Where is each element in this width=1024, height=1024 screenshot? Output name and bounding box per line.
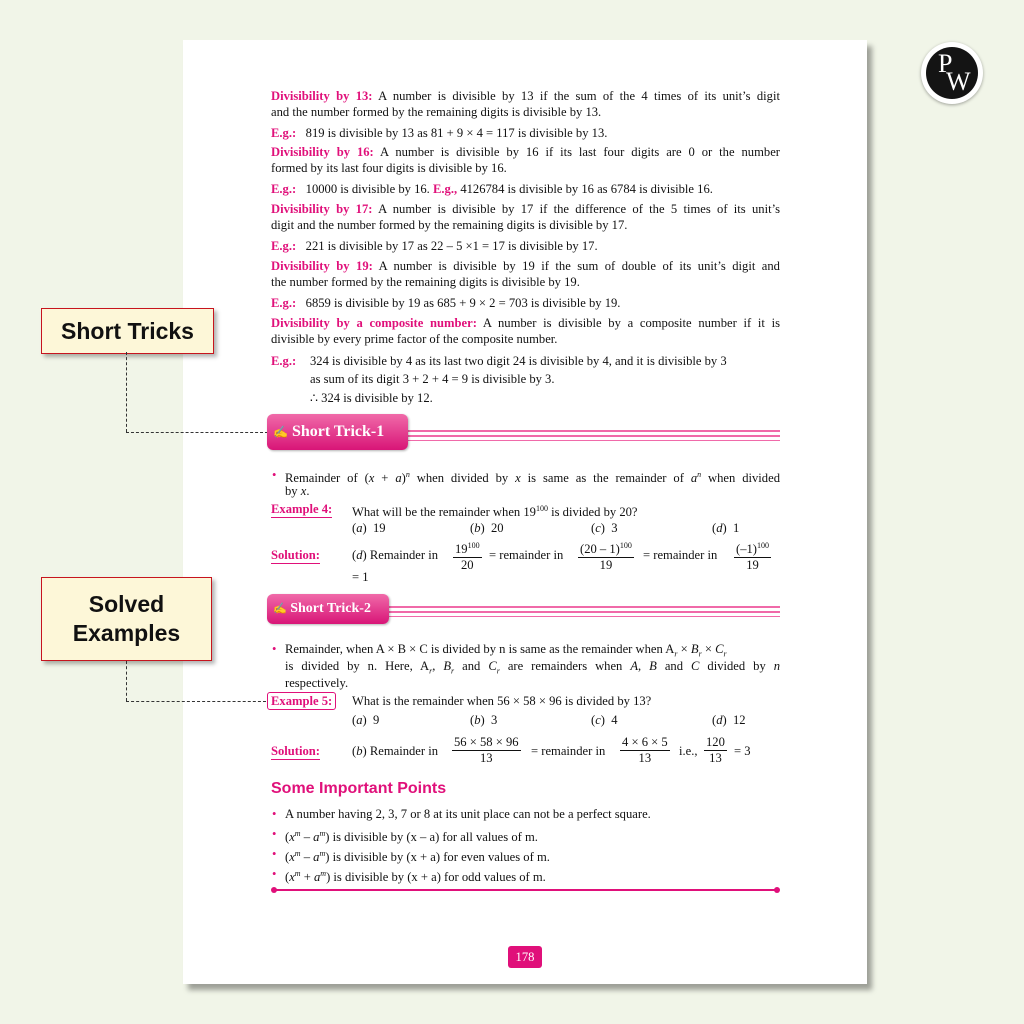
ex4-option-b: (b) 20 — [470, 521, 504, 535]
div16-eg-label: E.g.: — [271, 182, 297, 196]
div17-example — [271, 238, 598, 254]
ex4-fraction-2 — [578, 538, 634, 573]
ex4-question-text: is divided by 20? — [547, 505, 638, 520]
div19-eg-label: E.g.: — [271, 296, 297, 310]
trick2-line-3: respectively. — [285, 676, 349, 690]
callout-solved-label: Solved — [88, 591, 165, 617]
trick1-text: when divided — [701, 471, 780, 486]
trick1-text: Remainder of ( — [285, 471, 369, 486]
point-item-3: $(x^m - a^m)$ is divisible by (x + a) for even values of m. — [285, 849, 550, 865]
option-key: d — [716, 713, 723, 727]
fraction-denominator: 13 — [480, 751, 493, 765]
composite-text-2: divisible by every prime factor of the composite number. — [271, 332, 558, 346]
var-x: x — [368, 471, 375, 486]
option-value: 20 — [491, 521, 504, 535]
example-4-question — [352, 501, 638, 520]
trick1-line-2 — [285, 483, 310, 499]
ex5-solution-end: = 3 — [734, 744, 751, 758]
example-5-label: Example 5: — [267, 692, 336, 710]
fraction-numerator — [734, 538, 771, 558]
composite-eg-line-1: 324 is divisible by 4 as its last two digit 24 is divisible by 4, and it is divisible by 3 — [310, 354, 727, 368]
div13-line-1 — [271, 88, 780, 104]
div16-heading: Divisibility by 16: — [271, 145, 374, 159]
option-key: a — [356, 713, 363, 727]
div16-line-1 — [271, 144, 780, 160]
var-a: a — [395, 471, 402, 486]
example-4-solution-label: Solution: — [271, 548, 320, 562]
trick1-text: is same as the remainder of — [520, 471, 691, 486]
ex4-option-d: (d) 1 — [712, 521, 740, 535]
var-x: x — [515, 471, 521, 486]
trick1-text: when divided by — [409, 471, 516, 486]
option-key: b — [474, 713, 481, 727]
trick2-line-2: is divided by n. Here, $A_r$, $B_r$ and $C_r$ are remainders when A, B and C divided by n — [285, 659, 781, 676]
composite-text-1: A number is divisible by a composite number if it is — [482, 316, 780, 330]
div16-eg-text-b: 4126784 is divisible by 16 as 6784 is divisible 16. — [460, 182, 713, 196]
option-key: c — [595, 713, 601, 727]
rule-end-dot — [774, 887, 780, 893]
div17-heading: Divisibility by 17: — [271, 202, 373, 216]
ex5-option-d: (d) 12 — [712, 713, 746, 727]
ex4-solution-end: = 1 — [352, 570, 369, 584]
option-key: c — [595, 521, 601, 535]
rule-end-dot — [271, 887, 277, 893]
div17-eg-text: 221 is divisible by 17 as 22 – 5 ×1 = 17 is divisible by 17. — [305, 239, 598, 253]
div17-line-1 — [271, 201, 780, 217]
div19-eg-text: 6859 is divisible by 19 as 685 + 9 × 2 = 703 is divisible by 19. — [305, 296, 621, 310]
points-bullet: • — [272, 847, 277, 861]
ex4-solution-mid-1: = remainder in — [489, 548, 564, 562]
div13-text-2: and the number formed by the remaining digits is divisible by 13. — [271, 105, 602, 119]
pw-logo — [921, 42, 983, 104]
short-trick-1-title — [267, 414, 408, 450]
div19-example — [271, 295, 620, 311]
callout-solved-examples — [41, 577, 212, 661]
numerator-exponent: 100 — [756, 541, 769, 550]
fraction-numerator: 56 × 58 × 96 — [454, 735, 519, 749]
composite-heading: Divisibility by a composite number: — [271, 316, 477, 330]
div16-text-2: formed by its last four digits is divisible by 16. — [271, 161, 507, 175]
numerator-base: (–1) — [736, 542, 757, 557]
answer-key: d — [356, 548, 363, 562]
div13-eg-label: E.g.: — [271, 126, 297, 140]
callout-short-tricks — [41, 308, 214, 354]
ex5-solution-mid-1: = remainder in — [531, 744, 606, 758]
ex4-option-a: (a) 19 — [352, 521, 386, 535]
banner-stripe — [387, 440, 780, 441]
option-value: 1 — [733, 521, 740, 535]
trick1-text: + — [374, 471, 396, 486]
div13-text-1: A number is divisible by 13 if the sum of the 4 times of its unit’s digit — [378, 89, 780, 103]
short-trick-2-banner — [267, 594, 780, 624]
connector-vertical-1 — [126, 352, 127, 432]
banner-stripe — [385, 606, 780, 608]
short-trick-2-title — [267, 594, 389, 624]
option-value: 19 — [373, 521, 386, 535]
option-key: d — [716, 521, 723, 535]
short-trick-1-banner — [267, 414, 780, 450]
option-value: 12 — [733, 713, 746, 727]
ex5-solution-start: (b) Remainder in — [352, 744, 439, 758]
div16-example — [271, 181, 713, 197]
composite-eg-conclusion: 324 is divisible by 12. — [321, 391, 433, 405]
example-4-label: Example 4: — [271, 502, 333, 516]
div19-heading: Divisibility by 19: — [271, 259, 373, 273]
div19-line-1 — [271, 258, 780, 274]
point-item-1: A number having 2, 3, 7 or 8 at its unit place can not be a perfect square. — [285, 807, 651, 821]
ex4-solution-start: (d) Remainder in — [352, 548, 439, 562]
point-item-2: $(x^m - a^m)$ is divisible by (x – a) for all values of m. — [285, 829, 538, 845]
subscript-r: r — [674, 649, 678, 659]
trick1-bullet: • — [272, 468, 277, 482]
callout-short-tricks-label: Short Tricks — [61, 318, 194, 344]
composite-eg-line-2: as sum of its digit 3 + 2 + 4 = 9 is divisible by 3. — [310, 372, 555, 386]
connector-horizontal-1 — [126, 432, 268, 433]
pencil-icon: ✍ — [273, 603, 287, 615]
ex5-option-c: (c) 4 — [591, 713, 618, 727]
fraction-denominator: 19 — [746, 558, 759, 573]
points-bullet: • — [272, 827, 277, 841]
trick1-text: by — [285, 484, 301, 498]
pencil-icon: ✍ — [273, 425, 288, 439]
ex5-fraction-3 — [704, 735, 727, 766]
ex4-option-c: (c) 3 — [591, 521, 618, 535]
div19-text-1: A number is divisible by 19 if the sum of double of its unit’s digit and — [378, 259, 780, 273]
div13-eg-text: 819 is divisible by 13 as 81 + 9 × 4 = 117 is divisible by 13. — [305, 126, 608, 140]
banner-stripe — [385, 616, 780, 617]
var-x: x — [300, 484, 307, 498]
callout-examples-label: Examples — [72, 620, 181, 646]
div17-text-2: digit and the number formed by the remaining digits is divisible by 17. — [271, 218, 628, 232]
point-item-4-text: is divisible by (x + a) for odd values of m. — [333, 870, 546, 885]
ex5-fraction-1 — [452, 735, 521, 766]
trick1-line-1 — [285, 467, 780, 486]
option-value: 3 — [611, 521, 618, 535]
div17-text-1: A number is divisible by 17 if the difference of the 5 times of its unit’s — [378, 202, 780, 216]
ex5-option-b: (b) 3 — [470, 713, 498, 727]
div13-heading: Divisibility by 13: — [271, 89, 373, 103]
option-value: 3 — [491, 713, 498, 727]
trick1-text: . — [306, 484, 310, 498]
page-number: 178 — [508, 946, 542, 968]
example-5-solution-label: Solution: — [271, 744, 320, 758]
point-item-3-text: is divisible by (x + a) for even values of m. — [332, 850, 550, 865]
therefore-symbol: ∴ — [310, 391, 319, 405]
points-bullet: • — [272, 807, 277, 821]
pw-logo-badge — [926, 47, 978, 99]
composite-eg-label: E.g.: — [271, 354, 297, 368]
banner-stripe — [387, 435, 780, 437]
ex5-option-a: (a) 9 — [352, 713, 380, 727]
trick2-text-tail: × $B_r \times C_r$ — [680, 642, 727, 659]
ex4-fraction-3 — [734, 538, 771, 573]
fraction-denominator: 13 — [638, 751, 652, 765]
numerator-base: 19 — [455, 542, 468, 557]
ex5-solution-text: Remainder in — [369, 744, 439, 758]
exp-n: n — [697, 470, 702, 479]
trick2-bullet: • — [272, 642, 277, 656]
ex4-fraction-1 — [453, 538, 482, 573]
fraction-denominator: 13 — [709, 751, 722, 765]
composite-eg-line-3 — [310, 390, 433, 406]
answer-key: b — [356, 744, 363, 758]
exp-n: n — [405, 470, 410, 479]
option-value: 4 — [611, 713, 618, 727]
important-points-heading: Some Important Points — [271, 780, 447, 797]
ex4-solution-mid-2: = remainder in — [643, 548, 718, 562]
fraction-numerator — [578, 538, 634, 558]
banner-stripe — [387, 430, 780, 432]
logo-letter-w: W — [946, 67, 971, 96]
option-key: a — [356, 521, 363, 535]
var-a: a — [690, 471, 698, 486]
short-trick-1-label: Short Trick-1 — [291, 423, 385, 440]
fraction-denominator: 20 — [461, 558, 474, 573]
trick2-text: is divided by n. Here, A — [285, 659, 430, 673]
section-end-rule — [274, 889, 776, 891]
ex4-exponent: 100 — [535, 504, 548, 513]
composite-line-1 — [271, 315, 780, 331]
numerator-exponent: 100 — [467, 541, 480, 550]
point-item-4: $(x^m + a^m)$ is divisible by (x + a) for odd values of m. — [285, 869, 546, 885]
trick1-text: ) — [401, 471, 406, 486]
connector-vertical-2 — [126, 661, 127, 701]
logo-letter-p: P — [938, 49, 953, 78]
ex4-solution-text: Remainder in — [369, 548, 439, 562]
trick2-text: Remainder, when A × B × C is divided by n is same as the remainder when A — [285, 642, 675, 656]
div16-eg-label-2: E.g., — [433, 182, 458, 196]
ex5-fraction-2 — [620, 735, 670, 766]
ex4-question-text: What will be the remainder when 19 — [352, 505, 536, 520]
numerator-exponent: 100 — [619, 541, 632, 550]
point-item-2-text: is divisible by (x – a) for all values of m. — [332, 830, 538, 845]
option-key: b — [474, 521, 481, 535]
banner-stripe — [385, 611, 780, 613]
fraction-numerator: 4 × 6 × 5 — [622, 735, 668, 749]
ex5-solution-ie: i.e., — [679, 744, 698, 758]
connector-horizontal-2 — [126, 701, 266, 702]
div16-text-1: A number is divisible by 16 if its last four digits are 0 or the number — [380, 145, 780, 159]
example-5-question: What is the remainder when 56 × 58 × 96 is divided by 13? — [352, 694, 652, 708]
div17-eg-label: E.g.: — [271, 239, 297, 253]
points-bullet: • — [272, 867, 277, 881]
div19-text-2: the number formed by the remaining digits is divisible by 19. — [271, 275, 580, 289]
short-trick-2-label: Short Trick-2 — [290, 601, 371, 616]
option-value: 9 — [373, 713, 380, 727]
div16-eg-text-a: 10000 is divisible by 16. — [305, 182, 430, 196]
fraction-numerator: 120 — [706, 735, 725, 749]
fraction-numerator — [453, 538, 482, 558]
fraction-denominator: 19 — [599, 558, 613, 573]
div13-example — [271, 125, 607, 141]
numerator-base: (20 – 1) — [580, 542, 620, 557]
